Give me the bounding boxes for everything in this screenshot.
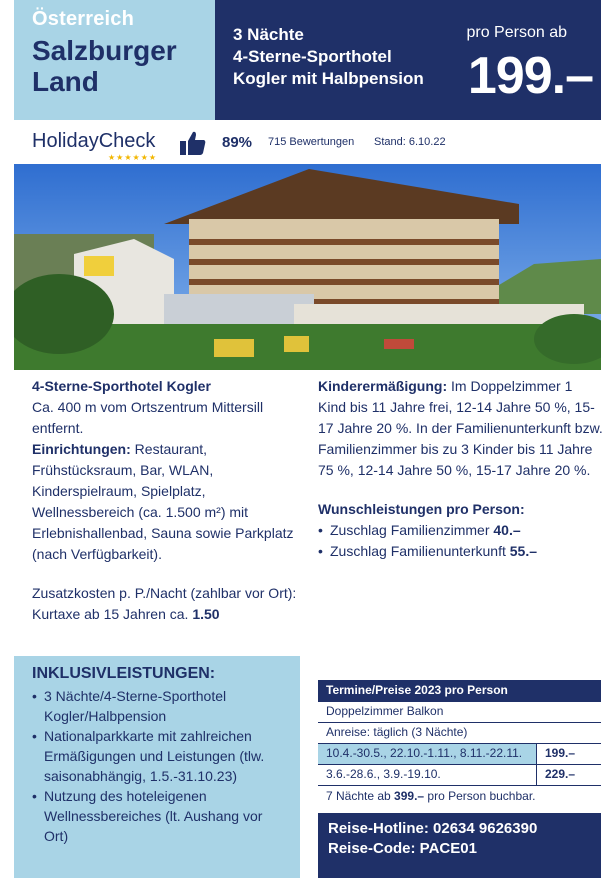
travel-code: Reise-Code: PACE01: [328, 840, 477, 857]
facilities: [32, 439, 304, 565]
booking-hotline-box: [318, 813, 601, 878]
extra-costs: [32, 583, 304, 625]
header-offer-box: [215, 0, 601, 120]
row-dates: 3.6.-28.6., 3.9.-19.10.: [318, 765, 537, 785]
list-item: [318, 541, 603, 562]
per-person-label: pro Person ab: [466, 24, 567, 41]
logo-part-holiday: Holiday: [32, 130, 99, 152]
kids-discount-label: Kinderermäßigung:: [318, 378, 448, 394]
room-type: Doppelzimmer Balkon: [318, 702, 601, 723]
note-text-b: pro Person buchbar.: [424, 789, 536, 803]
facilities-label: Einrichtungen:: [32, 441, 131, 457]
inclusive-title: INKLUSIVLEISTUNGEN:: [32, 665, 216, 682]
facilities-text: Restaurant, Frühstücksraum, Bar, WLAN, Kinderspielraum, Spielplatz, Wellnessbereich (ca. 1.500 m²) mit Erlebnishallenbad, Sauna sowie Parkplatz (nach Verfügbarkeit).: [32, 441, 294, 562]
list-item: • Nationalparkkarte mit zahlreichen Ermäßigungen und Leistungen (tlw. saisonabhängig, 1.5.-31.10.23): [32, 726, 290, 786]
region-title: [32, 35, 215, 97]
offer-line-2: 4-Sterne-Sporthotel: [233, 47, 392, 66]
extra-costs-text: Zusatzkosten p. P./Nacht (zahlbar vor Ort): Kurtaxe ab 15 Jahren ca.: [32, 585, 297, 622]
kids-discount-text: Im Doppelzimmer 1 Kind bis 11 Jahre frei, 12-14 Jahre 50 %, 15-17 Jahre 20 %. In der Familienunterkunft bzw. Familienzimmer bis zu 3 Kinder bis 11 Jahre 75 %, 12-14 Jahre 50 %, 15-17 Jahre 20 %.: [318, 378, 603, 478]
note-price: 399.–: [394, 789, 425, 803]
inclusive-list: [32, 686, 290, 846]
inclusive-services-box: [14, 656, 300, 878]
arrival-info: Anreise: täglich (3 Nächte): [318, 723, 601, 744]
wish-item-label: Zuschlag Familienunterkunft: [330, 543, 510, 559]
holidaycheck-rating-row: [14, 120, 601, 164]
wish-services-list: [318, 520, 603, 562]
row-dates: 10.4.-30.5., 22.10.-1.11., 8.11.-22.11.: [318, 744, 537, 764]
extra-costs-price: 1.50: [192, 606, 220, 622]
kids-discount: [318, 376, 603, 481]
wish-item-label: Zuschlag Familienzimmer: [330, 522, 494, 538]
offer-line-1: 3 Nächte: [233, 25, 304, 44]
list-item: • 3 Nächte/4-Sterne-Sporthotel Kogler/Halbpension: [32, 686, 290, 726]
hotel-distance: Ca. 400 m vom Ortszentrum Mittersill entfernt.: [32, 399, 264, 436]
thumbs-up-icon: [179, 130, 207, 156]
note-text-a: 7 Nächte ab: [326, 789, 395, 803]
region-line-2: Land: [32, 66, 99, 97]
headline-price: 199.–: [467, 47, 593, 105]
hotline-number: Reise-Hotline: 02634 9626390: [328, 820, 538, 837]
list-item: [318, 520, 603, 541]
rating-date: Stand: 6.10.22: [374, 136, 446, 148]
holidaycheck-logo: [32, 130, 155, 153]
hotel-description: [32, 376, 304, 625]
region-line-1: Salzburger: [32, 35, 177, 66]
row-price: 229.–: [545, 767, 576, 781]
children-and-extras: [318, 376, 603, 562]
review-count: 715 Bewertungen: [268, 136, 355, 148]
seven-night-note: [318, 786, 601, 808]
offer-line-3: Kogler mit Halbpension: [233, 69, 424, 88]
hotel-name: 4-Sterne-Sporthotel Kogler: [32, 378, 211, 394]
offer-title: [233, 24, 424, 90]
table-row: [318, 765, 601, 786]
wish-item-price: 55.–: [509, 543, 538, 559]
row-price: 199.–: [545, 746, 576, 760]
header-region-box: [14, 0, 215, 120]
table-row: [318, 744, 601, 765]
wish-services-title: Wunschleistungen pro Person:: [318, 501, 525, 517]
price-table: [318, 680, 601, 808]
price-table-header: Termine/Preise 2023 pro Person: [318, 680, 601, 702]
logo-part-check: Check: [98, 130, 156, 152]
recommendation-percent: 89%: [222, 134, 253, 151]
logo-stars: ★★★★★★: [108, 153, 158, 162]
country-label: Österreich: [32, 8, 135, 30]
list-item: • Nutzung des hoteleigenen Wellnessbereiches (lt. Aushang vor Ort): [32, 786, 290, 846]
hotel-photo: [14, 164, 601, 370]
wish-item-price: 40.–: [493, 522, 521, 538]
